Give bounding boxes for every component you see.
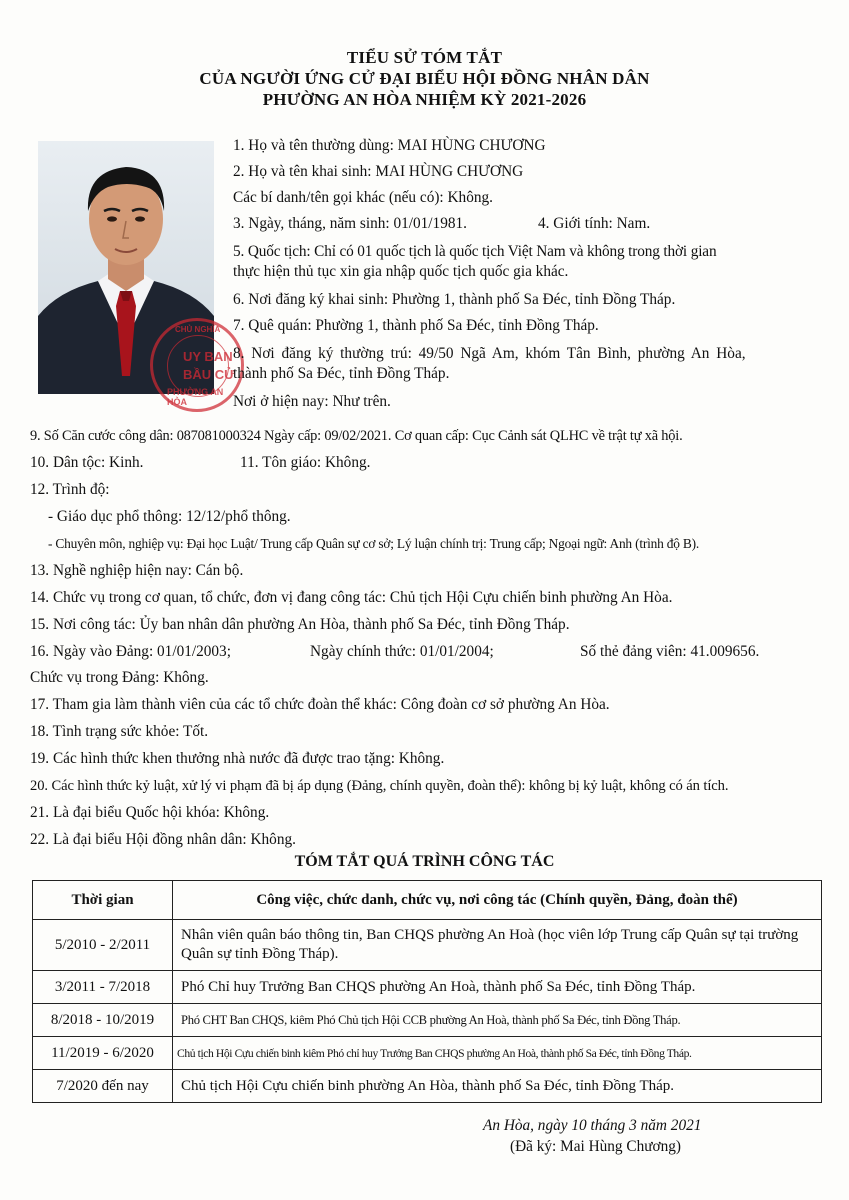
bio-professional-qualification: - Chuyên môn, nghiệp vụ: Đại học Luật/ Trung cấp Quân sự cơ sở; Lý luận chính trị: Trung cấp; Ngoại ngữ: Anh (trình độ B). [48,536,700,551]
bio-id-card: 9. Số Căn cước công dân: 087081000324 Ngày cấp: 09/02/2021. Cơ quan cấp: Cục Cảnh sát QLHC về trật tự xã hội. [30,428,683,444]
bio-workplace: 15. Nơi công tác: Ủy ban nhân dân phường An Hòa, thành phố Sa Đéc, tỉnh Đồng Tháp. [30,616,570,633]
row-description: Phó Chỉ huy Trưởng Ban CHQS phường An Hoà, thành phố Sa Đéc, tỉnh Đồng Tháp. [173,971,822,1004]
row-description: Chủ tịch Hội Cựu chiến binh phường An Hòa, thành phố Sa Đéc, tỉnh Đồng Tháp. [173,1070,822,1103]
bio-permanent-residence: 8. Nơi đăng ký thường trú: 49/50 Ngã Am, khóm Tân Bình, phường An Hòa, [233,345,746,362]
bio-birth-date: 3. Ngày, tháng, năm sinh: 01/01/1981. [233,215,467,232]
row-time: 11/2019 - 6/2020 [33,1037,173,1070]
bio-party-position: Chức vụ trong Đảng: Không. [30,669,209,686]
table-row [33,1004,822,1037]
bio-birth-registration: 6. Nơi đăng ký khai sinh: Phường 1, thành phố Sa Đéc, tỉnh Đồng Tháp. [233,291,676,308]
table-row [33,1070,822,1103]
bio-nationality: 5. Quốc tịch: Chỉ có 01 quốc tịch là quốc tịch Việt Nam và không trong thời gian [233,243,717,260]
row-description: Nhân viên quân báo thông tin, Ban CHQS phường An Hoà (học viên lớp Trung cấp Quân sự tại trường Quân sự tỉnh Đồng Tháp). [173,920,822,971]
bio-common-name: 1. Họ và tên thường dùng: MAI HÙNG CHƯƠNG [233,137,546,154]
bio-permanent-residence-cont: thành phố Sa Đéc, tỉnh Đồng Tháp. [233,365,450,382]
table-row [33,920,822,971]
bio-other-organizations: 17. Tham gia làm thành viên của các tổ chức đoàn thể khác: Công đoàn cơ sở phường An Hòa. [30,696,610,713]
row-time: 3/2011 - 7/2018 [33,971,173,1004]
bio-health: 18. Tình trạng sức khỏe: Tốt. [30,723,209,740]
row-time: 5/2010 - 2/2011 [33,920,173,971]
table-row [33,971,822,1004]
row-time: 8/2018 - 10/2019 [33,1004,173,1037]
bio-position: 14. Chức vụ trong cơ quan, tổ chức, đơn vị đang công tác: Chủ tịch Hội Cựu chiến binh phường An Hòa. [30,589,673,606]
row-time: 7/2020 đến nay [33,1070,173,1103]
bio-hometown: 7. Quê quán: Phường 1, thành phố Sa Đéc, tỉnh Đồng Tháp. [233,317,599,334]
bio-aliases: Các bí danh/tên gọi khác (nếu có): Không. [233,189,493,206]
official-stamp: CHỦ NGHĨA UY BAN BẦU CỬ PHƯỜNG AN HÒA [150,318,244,412]
doc-title-line2: CỦA NGƯỜI ỨNG CỬ ĐẠI BIỂU HỘI ĐỒNG NHÂN DÂN [199,69,650,88]
bio-national-assembly: 21. Là đại biểu Quốc hội khóa: Không. [30,804,270,821]
row-description: Chủ tịch Hội Cựu chiến binh kiêm Phó chỉ huy Trưởng Ban CHQS phường An Hoà, thành phố Sa Đéc, tỉnh Đồng Tháp. [173,1037,822,1070]
bio-birth-name: 2. Họ và tên khai sinh: MAI HÙNG CHƯƠNG [233,163,524,180]
bio-religion: 11. Tôn giáo: Không. [240,454,371,471]
bio-education-heading: 12. Trình độ: [30,481,110,498]
col-header-time: Thời gian [33,881,173,920]
bio-peoples-council: 22. Là đại biểu Hội đồng nhân dân: Không. [30,831,296,848]
signing-date: An Hòa, ngày 10 tháng 3 năm 2021 [483,1117,702,1134]
bio-current-residence: Nơi ở hiện nay: Như trên. [233,393,391,410]
doc-title-line1: TIỂU SỬ TÓM TẮT [346,48,503,67]
bio-awards: 19. Các hình thức khen thưởng nhà nước đã được trao tặng: Không. [30,750,445,767]
work-history-title: TÓM TẮT QUÁ TRÌNH CÔNG TÁC [294,853,555,870]
signed-by: (Đã ký: Mai Hùng Chương) [510,1138,682,1155]
bio-party-card-number: Số thẻ đảng viên: 41.009656. [580,643,760,660]
doc-title-line3: PHƯỜNG AN HÒA NHIỆM KỲ 2021-2026 [262,90,587,109]
col-header-description: Công việc, chức danh, chức vụ, nơi công tác (Chính quyền, Đảng, đoàn thể) [173,881,822,920]
bio-gender: 4. Giới tính: Nam. [538,215,651,232]
bio-occupation: 13. Nghề nghiệp hiện nay: Cán bộ. [30,562,244,579]
bio-party-official-date: Ngày chính thức: 01/01/2004; [310,643,494,660]
bio-general-education: - Giáo dục phổ thông: 12/12/phổ thông. [48,508,291,525]
work-history-table [32,880,822,1103]
bio-discipline: 20. Các hình thức kỷ luật, xử lý vi phạm đã bị áp dụng (Đảng, chính quyền, đoàn thể): không bị kỷ luật, không có án tích. [30,778,729,794]
bio-ethnicity: 10. Dân tộc: Kinh. [30,454,144,471]
bio-party-join-date: 16. Ngày vào Đảng: 01/01/2003; [30,643,231,660]
bio-nationality-cont: thực hiện thủ tục xin gia nhập quốc tịch quốc gia khác. [233,263,569,280]
row-description: Phó CHT Ban CHQS, kiêm Phó Chủ tịch Hội CCB phường An Hoà, thành phố Sa Đéc, tỉnh Đồng Tháp. [173,1004,822,1037]
table-row [33,1037,822,1070]
